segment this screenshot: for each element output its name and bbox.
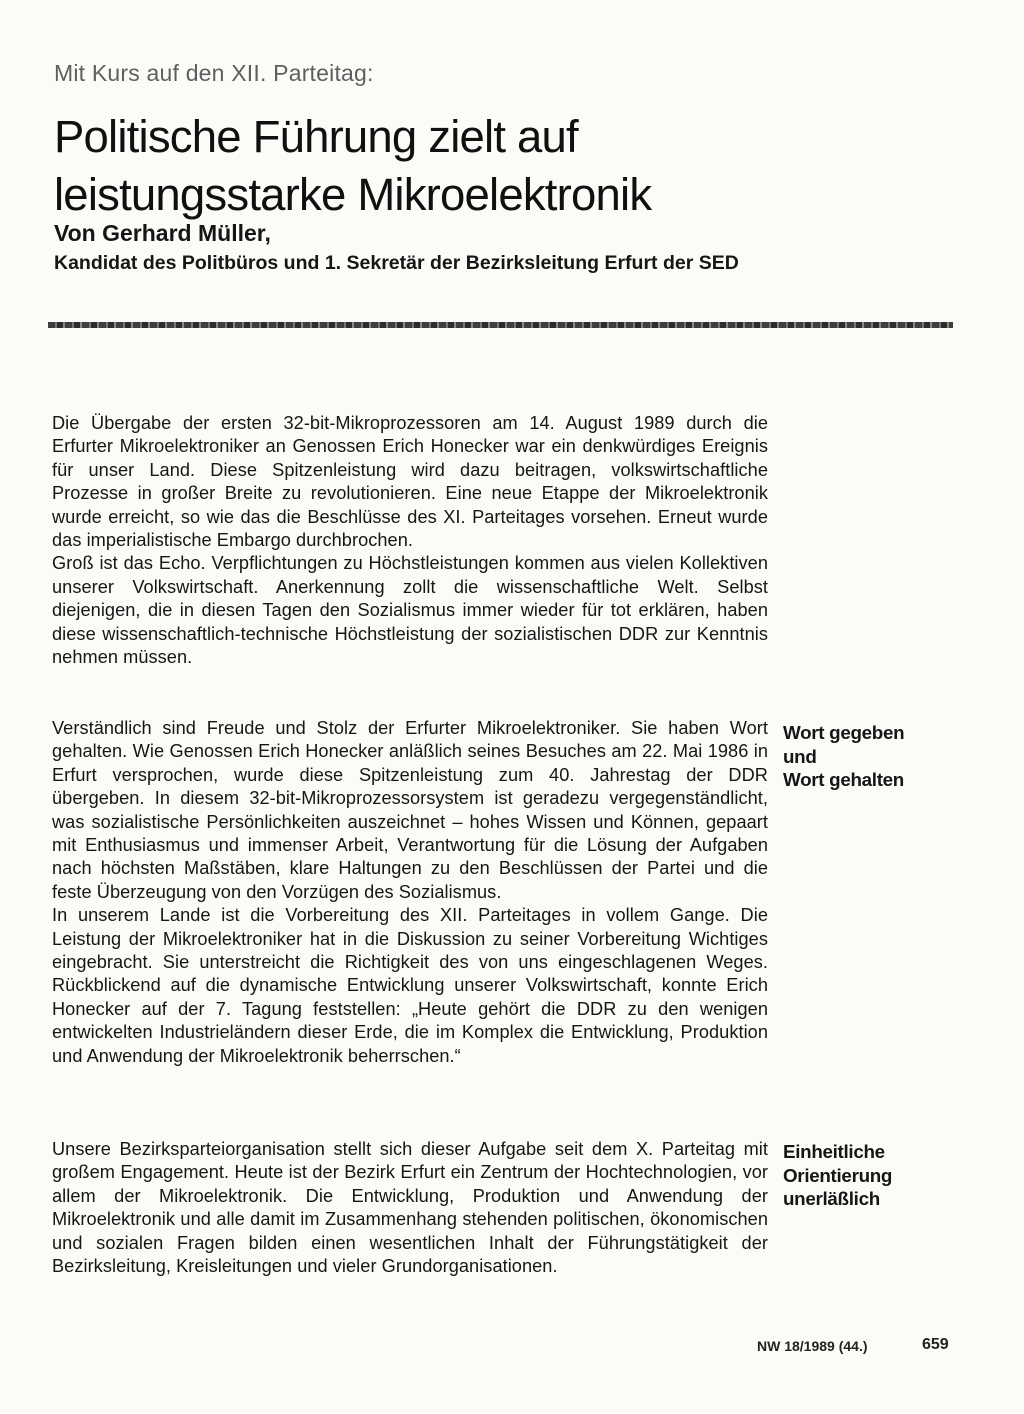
section-3 <box>52 1138 768 1278</box>
author-name: Von Gerhard Müller, <box>54 220 271 246</box>
marginal-heading-line: Orientierung <box>783 1164 893 1186</box>
paragraph: Verständlich sind Freude und Stolz der Erfurter Mikroelektroniker. Sie haben Wort gehalten. Wie Genossen Erich Honecker anläßlich seines Besuches am 22. Mai 1986 in Erfurt versprochen, wurde diese Spitzenleistung zum 40. Jahrestag der DDR übergeben. In diesem 32-bit-Mikroprozessorsystem ist geradezu vergegenständlicht, was sozialistische Persönlichkeiten auszeichnet – hohes Wissen und Können, gepaart mit Enthusiasmus und immenser Arbeit, Verantwortung für die Lösung der Aufgaben nach höchsten Maßstäben, klare Haltungen zu den Beschlüssen der Partei und die feste Überzeugung von den Vorzügen des Sozialismus. <box>52 718 768 902</box>
page-number: 659 <box>922 1336 949 1353</box>
marginal-heading-orientierung <box>783 1140 943 1211</box>
headline-line-2: leistungsstarke Mikroelektronik <box>54 169 652 220</box>
section-1 <box>52 412 768 669</box>
paragraph: Groß ist das Echo. Verpflichtungen zu Höchstleistungen kommen aus vielen Kollektiven unserer Volkswirtschaft. Anerkennung zollt die wissenschaftliche Welt. Selbst diejenigen, die in diesen Tagen den Sozialismus immer wieder für tot erklären, haben diese wissenschaftlich-technische Höchstleistung der sozialistischen DDR zur Kenntnis nehmen müssen. <box>52 553 768 668</box>
paragraph: Unsere Bezirksparteiorganisation stellt sich dieser Aufgabe seit dem X. Parteitag mit großem Engagement. Heute ist der Bezirk Erfurt ein Zentrum der Hochtechnologien, vor allem der Mikroelektronik. Die Entwicklung, Produktion und Anwendung der Mikroelektronik und alle damit im Zusammenhang stehenden politischen, ökonomischen und sozialen Fragen bilden einen wesentlichen Inhalt der Führungstätigkeit der Bezirksleitung, Kreisleitungen und vieler Grundorganisationen. <box>52 1139 768 1277</box>
marginal-heading-line: Einheitliche <box>783 1141 885 1162</box>
section-2 <box>52 717 768 1068</box>
issue-reference: NW 18/1989 (44.) <box>757 1338 868 1354</box>
paragraph: Die Übergabe der ersten 32-bit-Mikroprozessoren am 14. August 1989 durch die Erfurter Mikroelektroniker an Genossen Erich Honecker war ein denkwürdiges Ereignis für unser Land. Diese Spitzenleistung wird dazu beitragen, volkswirtschaftliche Prozesse in großer Breite zu revolutionieren. Eine neue Etappe der Mikroelektronik wurde erreicht, so wie das die Beschlüsse des XI. Parteitages vorsehen. Erneut wurde das imperialistische Embargo durchbrochen. <box>52 413 768 551</box>
marginal-heading-line: und <box>783 745 817 767</box>
headline <box>54 108 954 224</box>
headline-line-1: Politische Führung zielt auf <box>54 111 578 162</box>
kicker: Mit Kurs auf den XII. Parteitag: <box>54 60 374 86</box>
marginal-heading-wort-gehalten <box>783 721 943 792</box>
header-rule <box>48 322 953 328</box>
marginal-heading-line: Wort gehalten <box>783 769 904 790</box>
paragraph: In unserem Lande ist die Vorbereitung des XII. Parteitages in vollem Gange. Die Leistung der Mikroelektroniker hat in die Diskussion zu seiner Vorbereitung Wichtiges eingebracht. Sie unterstreicht die Richtigkeit des von uns eingeschlagenen Weges. Rückblickend auf die dynamische Entwicklung unserer Volkswirtschaft, konnte Erich Honecker auf der 7. Tagung feststellen: „Heute gehört die DDR zu den wenigen entwickelten Industrieländern dieser Erde, die im Komplex die Entwicklung, Produktion und Anwendung der Mikroelektronik beherrschen.“ <box>52 905 768 1066</box>
marginal-heading-line: Wort gegeben <box>783 722 905 743</box>
marginal-heading-line: unerläßlich <box>783 1188 880 1209</box>
author-role: Kandidat des Politbüros und 1. Sekretär der Bezirksleitung Erfurt der SED <box>54 252 739 274</box>
